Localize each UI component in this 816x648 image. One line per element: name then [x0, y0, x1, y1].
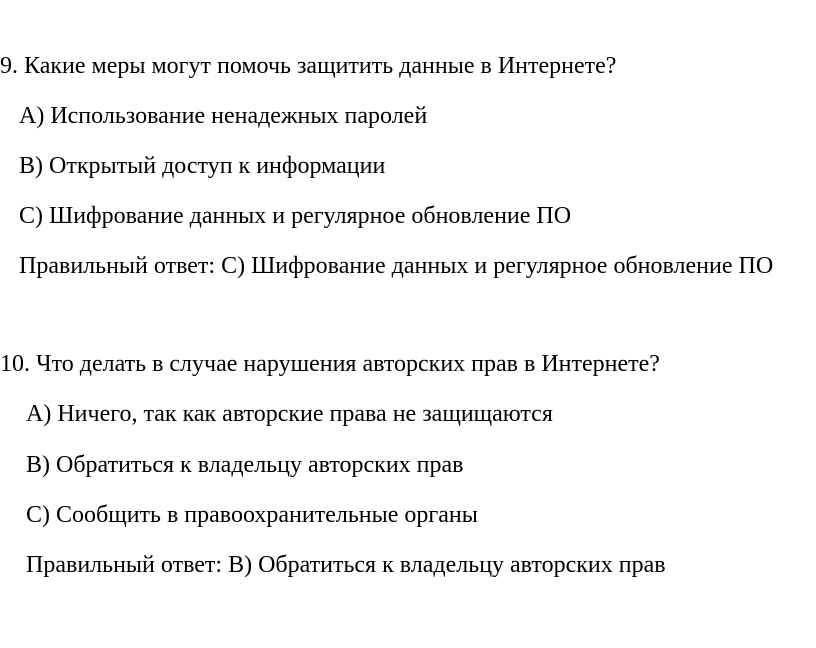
- question-9-option-b: B) Открытый доступ к информации: [19, 153, 386, 179]
- question-9-answer: Правильный ответ: C) Шифрование данных и регулярное обновление ПО: [19, 253, 774, 279]
- question-10-option-b: B) Обратиться к владельцу авторских прав: [26, 452, 464, 478]
- question-9-option-c: C) Шифрование данных и регулярное обновление ПО: [19, 203, 572, 229]
- question-10-option-a: A) Ничего, так как авторские права не защищаются: [26, 401, 553, 427]
- question-10-answer: Правильный ответ: B) Обратиться к владельцу авторских прав: [26, 552, 666, 578]
- question-10-title: 10. Что делать в случае нарушения авторских прав в Интернете?: [0, 351, 660, 377]
- question-10-option-c: C) Сообщить в правоохранительные органы: [26, 502, 478, 528]
- question-9-option-a: A) Использование ненадежных паролей: [19, 103, 428, 129]
- question-9-title: 9. Какие меры могут помочь защитить данные в Интернете?: [0, 53, 617, 79]
